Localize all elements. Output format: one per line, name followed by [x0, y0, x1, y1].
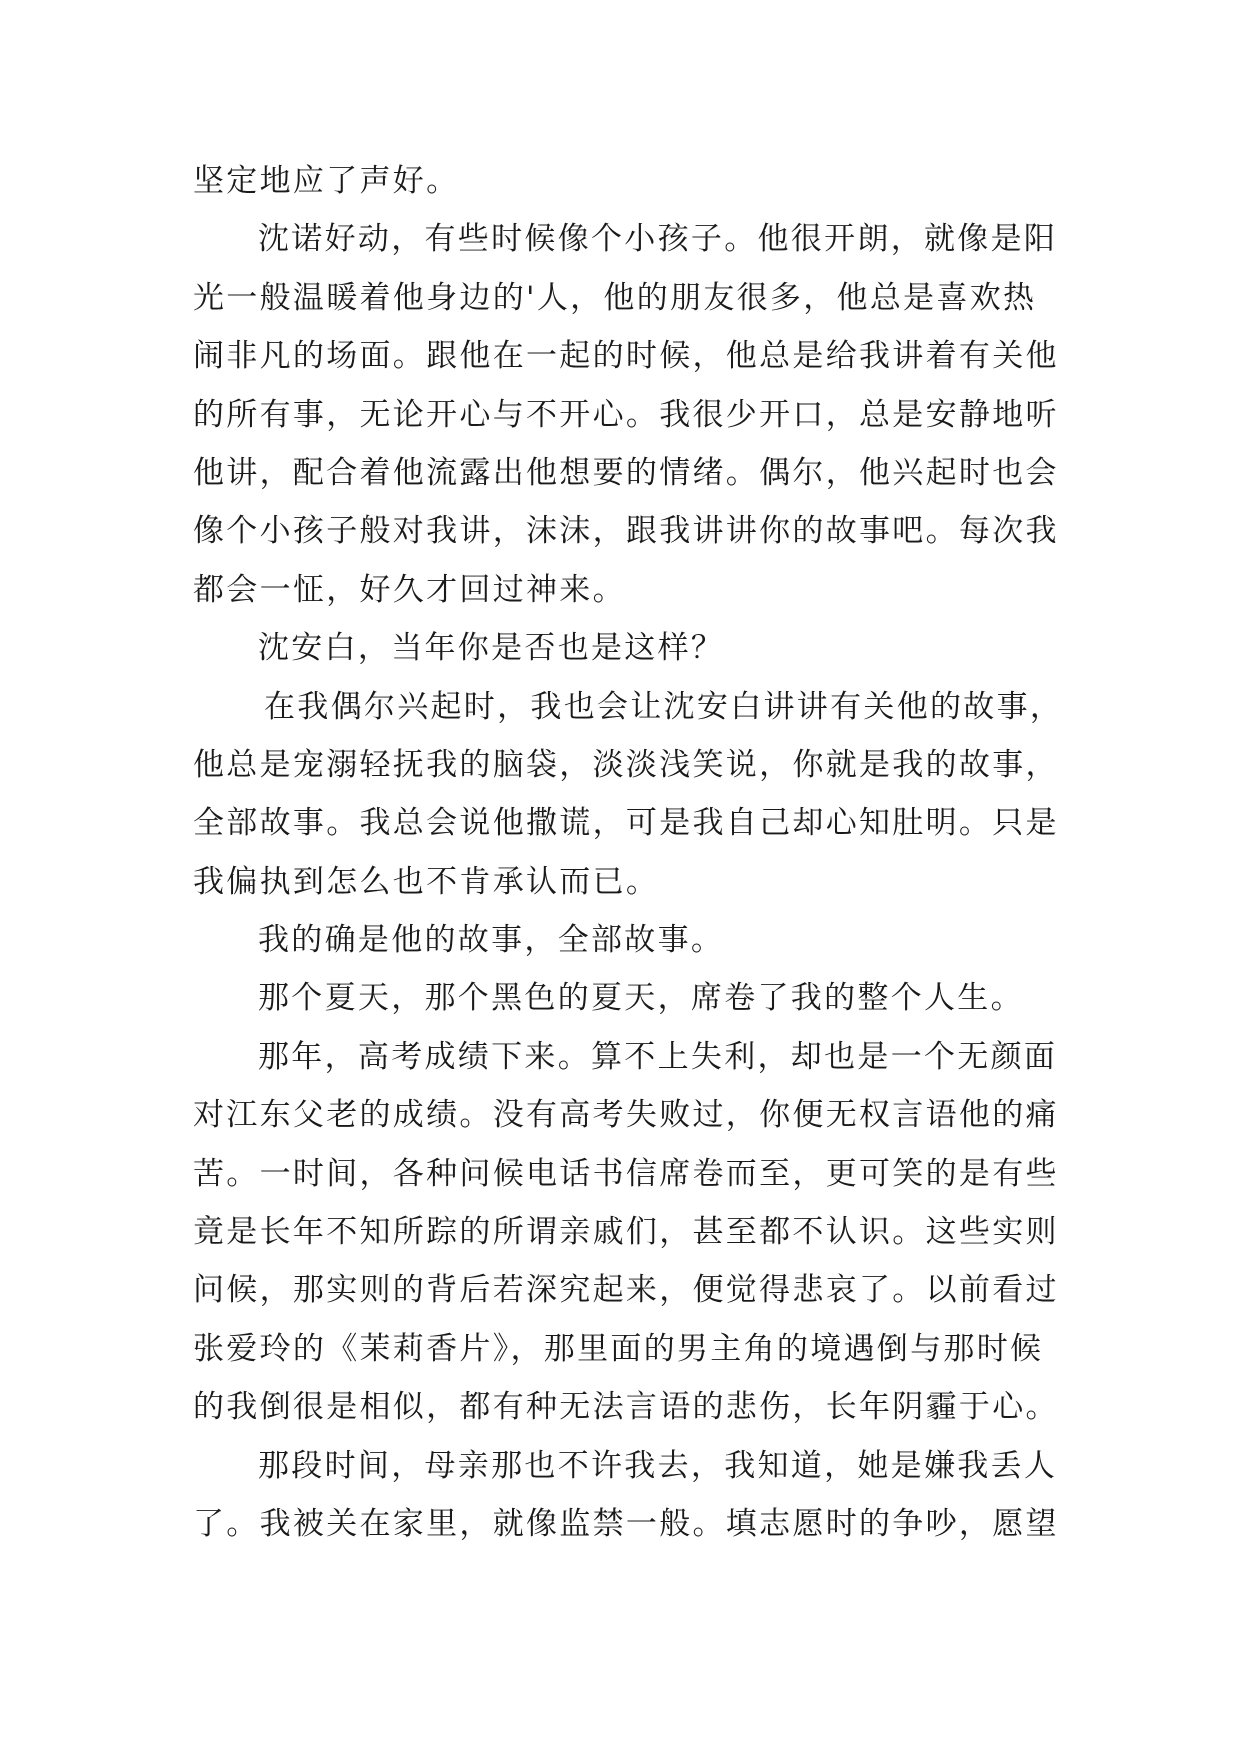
paragraph-start-line: 在我偶尔兴起时，我也会让沈安白讲讲有关他的故事， [264, 688, 1064, 725]
paragraph-start-line: 那个夏天，那个黑色的夏天，席卷了我的整个人生。 [258, 980, 1024, 1017]
text-line: 的所有事，无论开心与不开心。我很少开口，总是安静地听 [193, 396, 1059, 433]
text-line: 的我倒很是相似，都有种无法言语的悲伤，长年阴霾于心。 [193, 1389, 1059, 1426]
text-line: 他讲，配合着他流露出他想要的情绪。偶尔，他兴起时也会 [193, 454, 1059, 491]
text-line: 他总是宠溺轻抚我的脑袋，淡淡浅笑说，你就是我的故事， [193, 746, 1059, 783]
body-text [193, 152, 1073, 1553]
text-line: 苦。一时间，各种问候电话书信席卷而至，更可笑的是有些 [193, 1155, 1059, 1192]
text-line: 全部故事。我总会说他撒谎，可是我自己却心知肚明。只是 [193, 805, 1059, 842]
text-line: 都会一怔，好久才回过神来。 [193, 571, 626, 608]
paragraph-start-line: 沈安白，当年你是否也是这样？ [258, 630, 725, 667]
text-line: 了。我被关在家里，就像监禁一般。填志愿时的争吵，愿望 [193, 1505, 1059, 1542]
paragraph-start-line: 沈诺好动，有些时候像个小孩子。他很开朗，就像是阳 [258, 221, 1058, 258]
text-line: 问候，那实则的背后若深究起来，便觉得悲哀了。以前看过 [193, 1272, 1059, 1309]
text-line: 对江东父老的成绩。没有高考失败过，你便无权言语他的痛 [193, 1097, 1059, 1134]
text-line: 张爱玲的《茉莉香片》，那里面的男主角的境遇倒与那时候 [193, 1330, 1044, 1367]
paragraph-start-line: 我的确是他的故事，全部故事。 [258, 922, 725, 959]
text-line: 我偏执到怎么也不肯承认而已。 [193, 863, 660, 900]
paragraph-start-line: 那年，高考成绩下来。算不上失利，却也是一个无颜面 [258, 1038, 1058, 1075]
text-line: 坚定地应了声好。 [193, 163, 460, 199]
paragraph-start-line: 那段时间，母亲那也不许我去，我知道，她是嫌我丢人 [258, 1447, 1058, 1484]
text-line: 竟是长年不知所踪的所谓亲戚们，甚至都不认识。这些实则 [193, 1214, 1059, 1251]
text-line: 闹非凡的场面。跟他在一起的时候，他总是给我讲着有关他 [193, 338, 1059, 375]
text-line: 像个小孩子般对我讲，沫沫，跟我讲讲你的故事吧。每次我 [193, 513, 1059, 550]
text-line: 光一般温暖着他身边的'人，他的朋友很多，他总是喜欢热 [193, 279, 1037, 316]
